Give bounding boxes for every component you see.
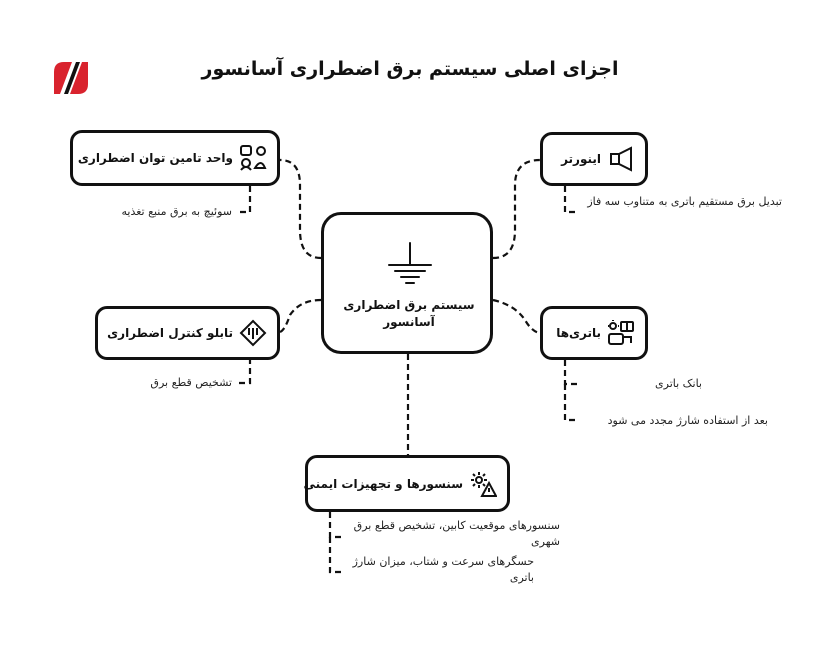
node-batteries xyxy=(540,306,648,360)
note-link-battery-2 xyxy=(565,384,578,420)
page-title: اجزای اصلی سیستم برق اضطراری آسانسور xyxy=(201,58,619,80)
node-power-unit xyxy=(70,130,280,186)
node-batteries-label: باتری‌ها xyxy=(556,326,601,340)
control-panel-icon xyxy=(239,319,267,347)
note-sensors-2: حسگرهای سرعت و شتاب، میزان شارژ باتری xyxy=(352,555,534,584)
note-link-inverter xyxy=(565,186,578,212)
power-supply-icon xyxy=(239,144,267,172)
note-control-panel: تشخیص قطع برق xyxy=(150,376,232,389)
link-inverter xyxy=(493,160,540,258)
note-sensors-1: سنسورهای موقعیت کابین، تشخیص قطع برق شهری xyxy=(353,519,560,548)
note-link-battery-1 xyxy=(565,360,578,384)
note-battery-2: بعد از استفاده شارژ مجدد می شود xyxy=(607,414,768,427)
node-control-panel-label: تابلو کنترل اضطراری xyxy=(107,326,233,340)
link-power-unit xyxy=(280,160,321,258)
node-sensors xyxy=(305,455,510,512)
node-sensors-label: سنسورها و تجهیزات ایمنی xyxy=(303,476,463,491)
center-node xyxy=(321,212,493,354)
note-power-unit: سوئیچ به برق منبع تغذیه xyxy=(121,205,232,218)
node-control-panel xyxy=(95,306,280,360)
node-power-unit-label: واحد تامین توان اضطراری xyxy=(77,151,233,165)
note-link-sensors-1 xyxy=(330,512,344,537)
link-control-panel xyxy=(280,300,321,332)
inverter-icon xyxy=(607,145,635,173)
note-link-control xyxy=(236,358,250,383)
battery-icon xyxy=(607,319,635,347)
node-inverter-label: اینورتر xyxy=(561,152,601,166)
note-inverter: تبدیل برق مستقیم باتری به متناوب سه فاز xyxy=(587,195,782,208)
note-link-power xyxy=(236,186,250,212)
node-inverter xyxy=(540,132,648,186)
gear-warning-icon xyxy=(469,470,497,498)
note-link-sensors-2 xyxy=(330,537,344,572)
center-label: سیستم برق اضطراری آسانسور xyxy=(343,298,475,329)
ground-icon xyxy=(387,241,433,287)
note-battery-1: بانک باتری xyxy=(655,377,702,390)
link-batteries xyxy=(493,300,540,333)
